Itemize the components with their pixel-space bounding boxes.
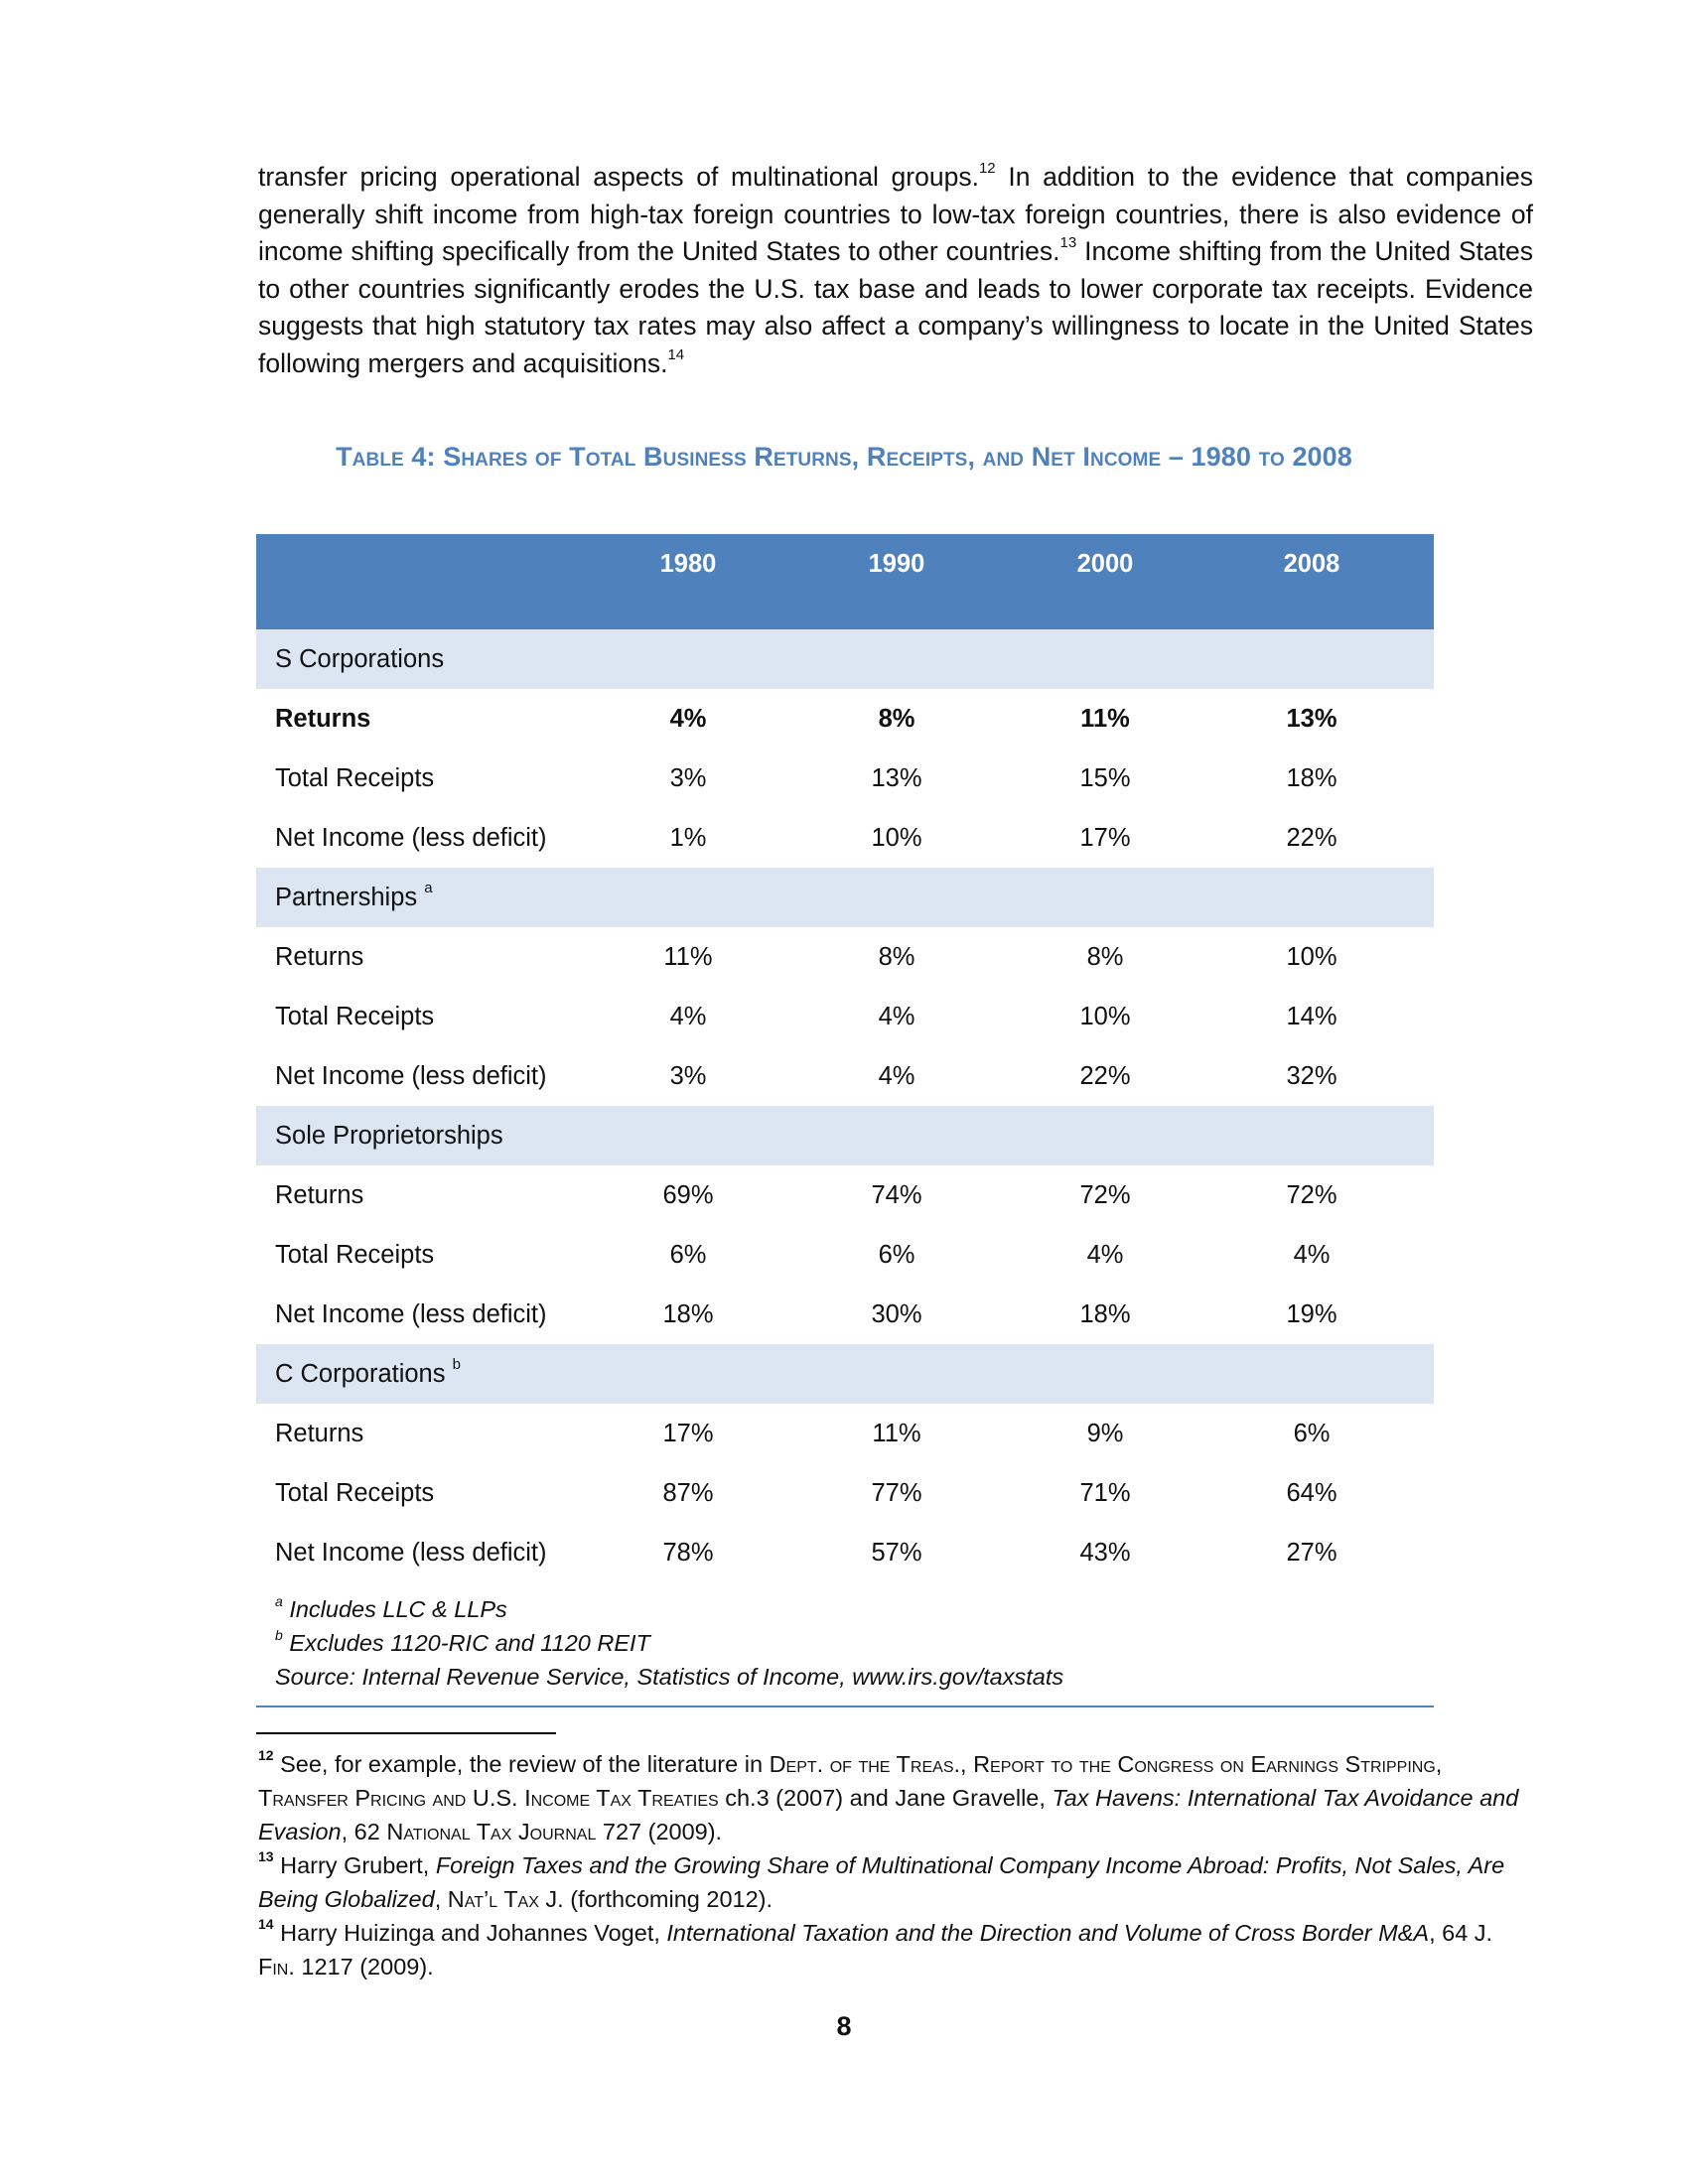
row-label: Returns xyxy=(275,1419,364,1447)
cell: 78% xyxy=(662,1538,714,1567)
cell: 32% xyxy=(1286,1061,1337,1090)
note-b: $^b$ Excludes 1120-RIC and 1120 REIT xyxy=(275,1627,650,1656)
header-year: 2008 xyxy=(1283,550,1340,578)
cell: 4% xyxy=(1086,1240,1124,1269)
footnotes xyxy=(258,1747,1533,1983)
cell: 4% xyxy=(669,1002,707,1030)
group-row-c-corporations xyxy=(256,1344,1434,1404)
cell: 6% xyxy=(669,1240,707,1269)
cell: 10% xyxy=(1286,942,1337,971)
cell: 3% xyxy=(669,763,707,792)
cell: 71% xyxy=(1079,1478,1131,1507)
footnote-ref-13[interactable]: 13 xyxy=(1059,234,1077,252)
table-notes xyxy=(256,1582,1434,1707)
business-shares-table xyxy=(256,534,1434,1707)
group-row-sole-proprietorships xyxy=(256,1106,1434,1165)
table-source: Source: Internal Revenue Service, Statistics of Income, www.irs.gov/taxstats xyxy=(275,1664,1064,1690)
cell: 6% xyxy=(878,1240,915,1269)
row-label: Total Receipts xyxy=(275,1002,435,1030)
table-row xyxy=(256,987,1434,1046)
footnote-ref-14[interactable]: 14 xyxy=(667,345,685,363)
note-marker-a: a xyxy=(424,880,433,896)
table-row xyxy=(256,1285,1434,1344)
row-label: Returns xyxy=(275,942,364,971)
cell: 57% xyxy=(871,1538,922,1567)
cell: 13% xyxy=(871,763,922,792)
header-blank xyxy=(256,534,604,550)
cell: 19% xyxy=(1286,1299,1337,1328)
cell: 77% xyxy=(871,1478,922,1507)
group-label: S Corporations xyxy=(275,644,445,673)
footnote-14: $^{14}$ Harry Huizinga and Johannes Voget, International Taxation and the Direction and Volume of Cross Border M&A, 64 J. Fin. 1217 (2009). xyxy=(258,1916,1493,1979)
cell: 27% xyxy=(1286,1538,1337,1567)
cell: 15% xyxy=(1079,763,1131,792)
cell: 14% xyxy=(1286,1002,1337,1030)
cell: 22% xyxy=(1286,823,1337,852)
cell: 3% xyxy=(669,1061,707,1090)
cell: 22% xyxy=(1079,1061,1131,1090)
cell: 30% xyxy=(871,1299,922,1328)
cell: 8% xyxy=(1086,942,1124,971)
table-row xyxy=(256,1463,1434,1523)
cell: 4% xyxy=(878,1061,915,1090)
cell: 72% xyxy=(1286,1180,1337,1209)
table-row xyxy=(256,1165,1434,1225)
cell: 18% xyxy=(1079,1299,1131,1328)
row-label: Net Income (less deficit) xyxy=(275,1061,547,1090)
intro-text: Income shifting from the United States to other countries significantly erodes the U.S. tax base and leads to lower corporate tax receipts. Evidence suggests that high statutory tax rates may also affect a company’s willingness to locate in the United States following mergers and acquisitions. xyxy=(258,236,1533,378)
intro-text: In addition to the evidence that companies generally shift income from high-tax foreign countries to low-tax foreign countries, there is also evidence of income shifting specifically from the United States to other countries. xyxy=(258,162,1533,266)
intro-text: transfer pricing operational aspects of multinational groups. xyxy=(258,162,979,192)
cell: 6% xyxy=(1293,1419,1331,1447)
cell: 8% xyxy=(878,942,915,971)
cell: 10% xyxy=(871,823,922,852)
footnote-divider xyxy=(256,1732,556,1734)
row-label: Total Receipts xyxy=(275,1240,435,1269)
row-label: Net Income (less deficit) xyxy=(275,1299,547,1328)
cell: 87% xyxy=(662,1478,714,1507)
intro-paragraph xyxy=(258,159,1533,382)
table-row xyxy=(256,1046,1434,1106)
footnote-13: $^{13}$ Harry Grubert, Foreign Taxes and the Growing Share of Multinational Company Income Abroad: Profits, Not Sales, Are Being Globalized, Nat’l Tax J. (forthcoming 2012). xyxy=(258,1848,1505,1912)
row-label: Total Receipts xyxy=(275,763,435,792)
footnote-12: $^{12}$ See, for example, the review of the literature in Dept. of the Treas., Report to the Congress on Earnings Stripping, Transfer Pricing and U.S. Income Tax Treaties ch.3 (2007) and Jane Gravelle, Tax Havens: International Tax Avoidance and Evasion, 62 National Tax Journal 727 (2009). xyxy=(258,1747,1519,1844)
cell: 17% xyxy=(662,1419,714,1447)
cell: 69% xyxy=(662,1180,714,1209)
header-year: 2000 xyxy=(1076,550,1134,578)
table-row xyxy=(256,749,1434,808)
cell: 10% xyxy=(1079,1002,1131,1030)
cell: 18% xyxy=(662,1299,714,1328)
group-row-partnerships xyxy=(256,868,1434,927)
row-label: Net Income (less deficit) xyxy=(275,1538,547,1567)
row-label: Total Receipts xyxy=(275,1478,435,1507)
group-label: Partnerships $^a$ xyxy=(275,880,433,911)
cell: 4% xyxy=(1293,1240,1331,1269)
cell: 11% xyxy=(663,942,713,971)
row-label: Returns xyxy=(275,1180,364,1209)
footnote-ref-12[interactable]: 12 xyxy=(978,160,996,178)
cell: 8% xyxy=(878,704,915,733)
table-row xyxy=(256,1523,1434,1582)
table-row xyxy=(256,927,1434,987)
header-year: 1980 xyxy=(659,550,717,578)
table-row xyxy=(256,1404,1434,1463)
group-label: C Corporations $^b$ xyxy=(275,1356,461,1388)
table-row xyxy=(256,808,1434,868)
cell: 43% xyxy=(1079,1538,1131,1567)
footnote-number: 14 xyxy=(258,1916,274,1933)
cell: 11% xyxy=(872,1419,921,1447)
cell: 1% xyxy=(669,823,707,852)
cell: 18% xyxy=(1286,763,1337,792)
cell: 4% xyxy=(669,704,707,733)
group-label: Sole Proprietorships xyxy=(275,1121,503,1150)
row-label: Returns xyxy=(275,704,371,733)
cell: 72% xyxy=(1079,1180,1131,1209)
note-a: $^a$ Includes LLC & LLPs xyxy=(275,1593,507,1622)
cell: 74% xyxy=(871,1180,922,1209)
cell: 4% xyxy=(878,1002,915,1030)
note-marker-b: b xyxy=(452,1356,461,1373)
footnote-number: 12 xyxy=(258,1747,274,1764)
group-row-s-corporations xyxy=(256,629,1434,689)
cell: 17% xyxy=(1079,823,1131,852)
page-number: 8 xyxy=(836,2011,852,2041)
table-row xyxy=(256,1225,1434,1285)
cell: 13% xyxy=(1286,704,1337,733)
table-caption: Table 4: Shares of Total Business Returns, Receipts, and Net Income – 1980 to 2008 xyxy=(336,442,1352,472)
cell: 64% xyxy=(1286,1478,1337,1507)
footnote-number: 13 xyxy=(258,1848,274,1865)
cell: 9% xyxy=(1086,1419,1124,1447)
table-row xyxy=(256,689,1434,749)
header-year: 1990 xyxy=(868,550,925,578)
cell: 11% xyxy=(1080,704,1130,733)
table-header-row xyxy=(256,534,1434,629)
row-label: Net Income (less deficit) xyxy=(275,823,547,852)
